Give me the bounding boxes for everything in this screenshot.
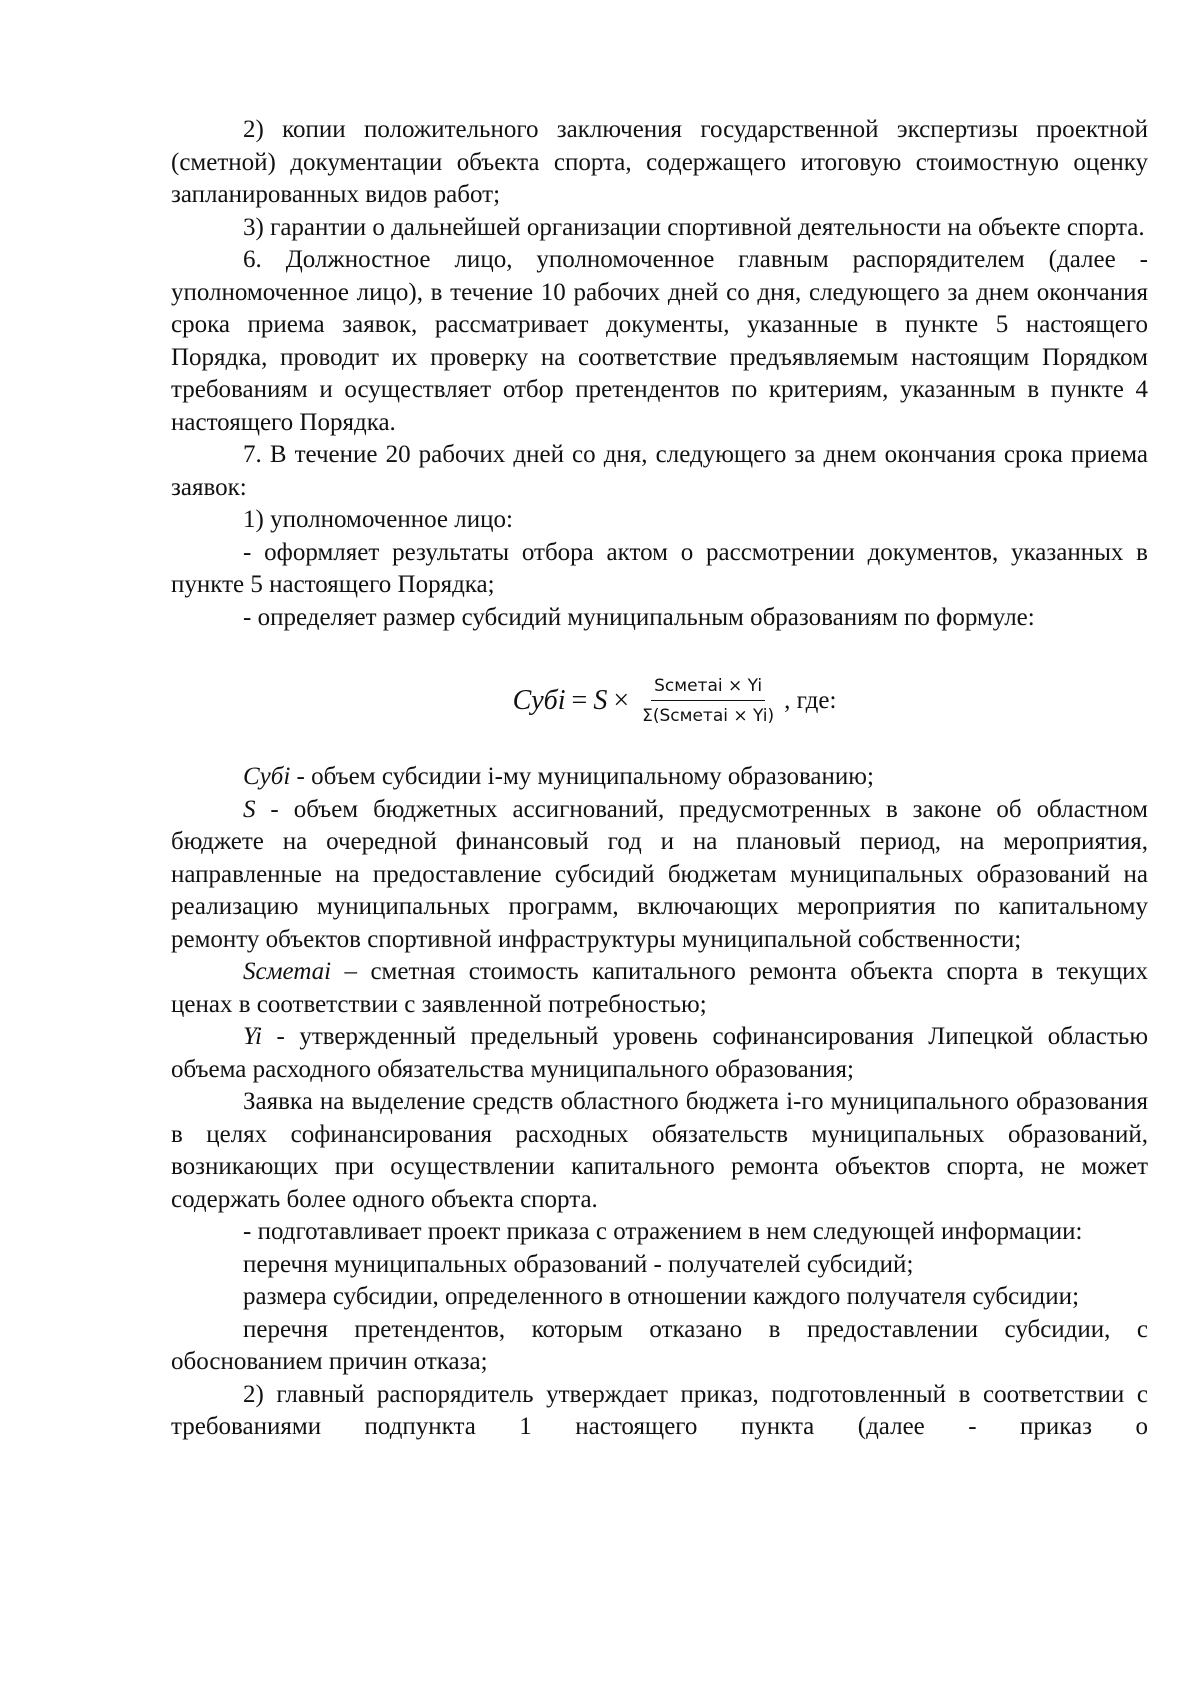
definition-ssmeta xyxy=(171,956,1148,1021)
paragraph-application: Заявка на выделение средств областного бюджета i-го муниципального образования в целях софинансирования расходных обязательств муниципальных образований, возникающих при осуществлении капитального ремонта объектов спорта, не может содержать более одного объекта спорта. xyxy=(171,1088,1148,1213)
paragraph-clause-7: 7. В течение 20 рабочих дней со дня, следующего за днем окончания срока приема заявок: xyxy=(171,441,1148,501)
formula-numerator: Sсметаi × Yi xyxy=(651,675,765,701)
paragraph-list-recipients: перечня муниципальных образований - получателей субсидий; xyxy=(243,1250,914,1278)
paragraph-clause-6: 6. Должностное лицо, уполномоченное главным распорядителем (далее - уполномоченное лицо), в течение 10 рабочих дней со дня, следующего за днем окончания срока приема заявок, рассматривает документы, указанные в пункте 5 настоящего Порядка, проводит их проверку на соответствие предъявляемым настоящим Порядком требованиям и осуществляет отбор претендентов по критериям, указанным в пункте 4 настоящего Порядка. xyxy=(171,246,1148,436)
formula-lhs: Субi xyxy=(512,684,566,716)
paragraph-item-3-guarantees: 3) гарантии о дальнейшей организации спортивной деятельности на объекте спорта. xyxy=(243,213,1145,241)
paragraph-determines-size: - определяет размер субсидий муниципальным образованиям по формуле: xyxy=(243,603,1035,631)
paragraph-refused-applicants: перечня претендентов, которым отказано в предоставлении субсидии, с обоснованием причин отказа; xyxy=(171,1315,1148,1375)
definition-term: Yi xyxy=(243,1023,262,1050)
definition-text: - утвержденный предельный уровень софинансирования Липецкой областью объема расходного обязательства муниципального образования; xyxy=(171,1023,1148,1083)
definition-s xyxy=(171,794,1148,957)
definition-term: Субi xyxy=(243,763,291,790)
paragraph-authorized-person: 1) уполномоченное лицо: xyxy=(243,506,513,533)
definition-text: – сметная стоимость капитального ремонта объекта спорта в текущих ценах в соответствии с заявленной потребностью; xyxy=(171,958,1148,1018)
paragraph-formalizes-results: - оформляет результаты отбора актом о рассмотрении документов, указанных в пункте 5 настоящего Порядка; xyxy=(171,538,1148,598)
definition-subi xyxy=(171,761,1148,794)
paragraph-chief-manager: 2) главный распорядитель утверждает приказ, подготовленный в соответствии с требованиями подпункта 1 настоящего пункта (далее - приказ о xyxy=(171,1380,1148,1440)
definition-text: - объем бюджетных ассигнований, предусмотренных в законе об областном бюджете на очередной финансовый год и на плановый период, на мероприятия, направленные на предоставление субсидий бюджетам муниципальных образований на реализацию муниципальных программ, включающих мероприятия по капитальному ремонту объектов спортивной инфраструктуры муниципальной собственности; xyxy=(171,795,1148,953)
paragraph-subsidy-amount: размера субсидии, определенного в отношении каждого получателя субсидии; xyxy=(243,1283,1080,1310)
paragraph-item-2-copies: 2) копии положительного заключения государственной экспертизы проектной (сметной) документации объекта спорта, содержащего итоговую стоимостную оценку запланированных видов работ; xyxy=(171,116,1148,208)
formula-fraction xyxy=(639,675,777,727)
subsidy-formula xyxy=(171,661,1148,741)
definition-yi xyxy=(171,1021,1148,1086)
paragraph-prepares-order: - подготавливает проект приказа с отражением в нем следующей информации: xyxy=(243,1218,1083,1245)
formula-equals: = xyxy=(571,684,588,716)
formula-where: , где: xyxy=(784,686,837,714)
definition-text: - объем субсидии i-му муниципальному образованию; xyxy=(290,763,874,790)
formula-denominator: Σ(Sсметаi × Yi) xyxy=(642,706,775,726)
formula-times: × xyxy=(613,684,630,716)
definition-term: S xyxy=(243,795,256,823)
formula-s: S xyxy=(593,684,608,716)
definition-term: Sсметаi xyxy=(243,958,332,985)
